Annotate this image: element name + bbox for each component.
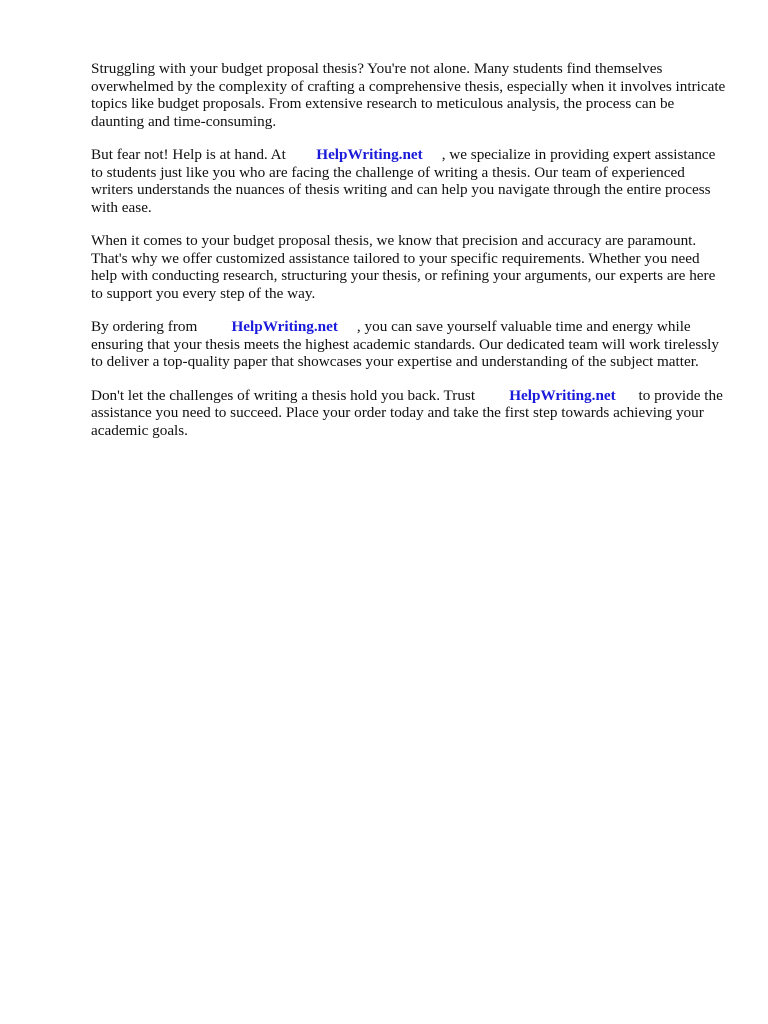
paragraph-precision: When it comes to your budget proposal thesis, we know that precision and accuracy are paramount. That's why we offer customized assistance tailored to your specific requirements. Whether you need help with conducting research, structuring your thesis, or refining your arguments, our experts are here to support you every step of the way. [91,232,716,302]
paragraph-intro: Struggling with your budget proposal thesis? You're not alone. Many students find themselves overwhelmed by the complexity of crafting a comprehensive thesis, especially when it involves intricate topics like budget proposals. From extensive research to meticulous analysis, the process can be daunting and time-consuming. [91,60,726,130]
paragraph-ordering-before: By ordering from [91,318,198,335]
paragraph-closing-before: Don't let the challenges of writing a thesis hold you back. Trust [91,386,476,404]
helpwriting-link[interactable]: HelpWriting.net [509,386,616,404]
helpwriting-link[interactable]: HelpWriting.net [231,318,338,335]
paragraph-help-after: , we specialize in providing expert assistance to students just like you who are facing the challenge of writing a thesis. Our team of experienced writers understands the nuances of thesis writing and can help you navigate through the entire process with ease. [91,146,716,216]
document-page [91,60,727,455]
paragraph-help-before: But fear not! Help is at hand. At [91,146,286,163]
paragraph-help [91,146,727,216]
paragraph-ordering-after: , you can save yourself valuable time and energy while ensuring that your thesis meets the highest academic standards. Our dedicated team will work tirelessly to deliver a top-quality paper that showcases your expertise and understanding of the subject matter. [91,318,719,370]
helpwriting-link[interactable]: HelpWriting.net [316,146,423,163]
paragraph-closing-after: to provide the assistance you need to succeed. Place your order today and take the first step towards achieving your academic goals. [91,386,723,439]
paragraph-ordering [91,318,727,371]
paragraph-closing [91,387,727,440]
